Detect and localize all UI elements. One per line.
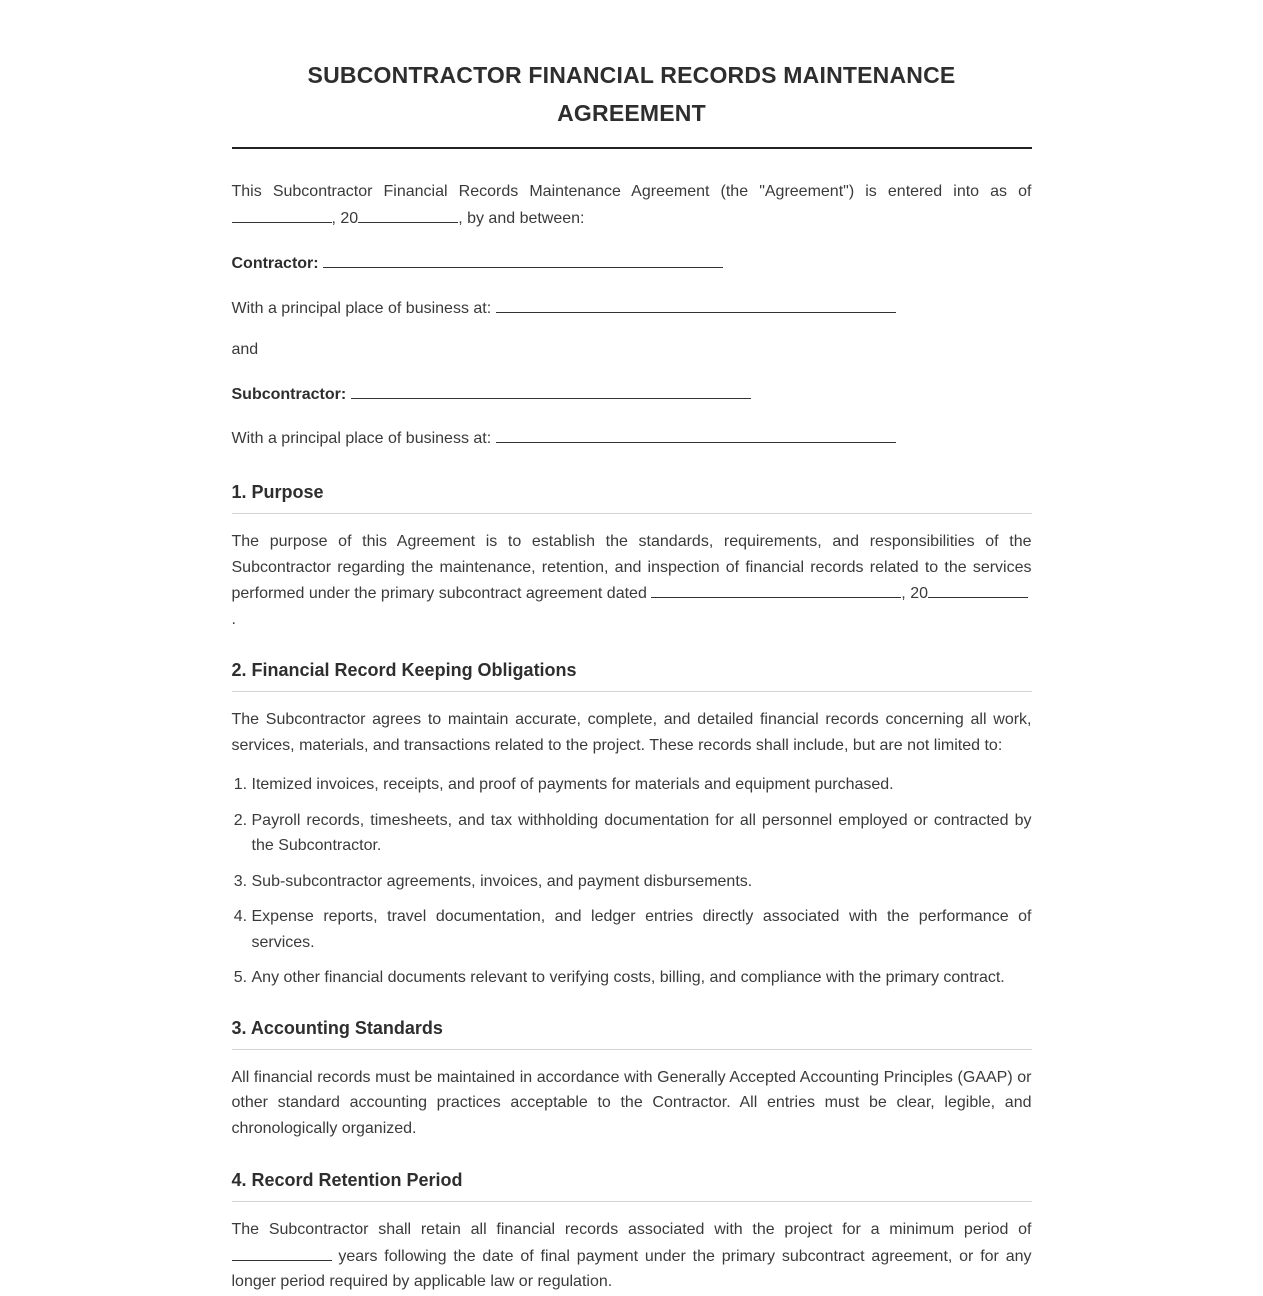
- subcontractor-address-blank[interactable]: [496, 425, 896, 443]
- list-item: 5. Any other financial documents relevant to verifying costs, billing, and compliance with the primary contract.: [252, 965, 1032, 991]
- intro-year-prefix: , 20: [331, 209, 359, 227]
- obligations-paragraph: The Subcontractor agrees to maintain accurate, complete, and detailed financial records concerning all work, services, materials, and transactions related to the project. These records shall include, but are not limited to:: [231, 711, 1032, 754]
- subcontractor-address-label: With a principal place of business at:: [231, 430, 492, 447]
- agreement-date-blank[interactable]: [232, 205, 332, 223]
- title-line-2: AGREEMENT: [557, 100, 706, 126]
- contractor-name-blank[interactable]: [323, 250, 723, 268]
- agreement-year-blank[interactable]: [358, 205, 458, 223]
- agreement-document: [232, 0, 1032, 1295]
- section-heading-standards: 3. Accounting Standards: [232, 1017, 1032, 1050]
- document-title: [232, 56, 1032, 149]
- section-heading-obligations: 2. Financial Record Keeping Obligations: [232, 659, 1032, 692]
- list-item: 4. Expense reports, travel documentation, and ledger entries directly associated with the performance of services.: [252, 904, 1032, 955]
- standards-paragraph: All financial records must be maintained in accordance with Generally Accepted Accounting Principles (GAAP) or other standard accounting practices acceptable to the Contractor. All entries must be clear, legible, and chronologically organized.: [231, 1068, 1032, 1137]
- purpose-text: The purpose of this Agreement is to establish the standards, requirements, and responsibilities of the Subcontractor regarding the maintenance, retention, and inspection of financial records related to the services performed under the primary subcontract agreement dated: [231, 533, 1032, 602]
- retention-paragraph: [232, 1217, 1032, 1295]
- contractor-label: Contractor:: [231, 255, 319, 272]
- list-item: 3. Sub-subcontractor agreements, invoices, and payment disbursements.: [252, 869, 1032, 895]
- and-text: and: [231, 341, 259, 358]
- subcontractor-name-blank[interactable]: [351, 381, 751, 399]
- intro-text-end: , by and between:: [458, 209, 585, 227]
- retention-years-blank[interactable]: [232, 1243, 332, 1261]
- purpose-end: .: [231, 610, 236, 628]
- intro-paragraph: [232, 179, 1032, 231]
- section-heading-retention: 4. Record Retention Period: [232, 1169, 1032, 1202]
- list-item: 2. Payroll records, timesheets, and tax withholding documentation for all personnel employed or contracted by the Subcontractor.: [252, 808, 1032, 859]
- obligations-list: [232, 772, 1032, 991]
- subcontractor-address-line: [232, 425, 1032, 450]
- subcontract-date-blank[interactable]: [651, 580, 901, 598]
- retention-text: The Subcontractor shall retain all financial records associated with the project for a minimum period of: [231, 1221, 1032, 1238]
- title-line-1: SUBCONTRACTOR FINANCIAL RECORDS MAINTENANCE: [307, 62, 956, 88]
- subcontract-year-blank[interactable]: [928, 580, 1028, 598]
- contractor-line: [232, 250, 1032, 275]
- purpose-paragraph: [232, 529, 1032, 632]
- contractor-address-label: With a principal place of business at:: [231, 300, 492, 317]
- contractor-address-blank[interactable]: [496, 295, 896, 313]
- list-item: 1. Itemized invoices, receipts, and proof of payments for materials and equipment purchased.: [252, 772, 1032, 798]
- subcontractor-line: [232, 381, 1032, 406]
- subcontractor-label: Subcontractor:: [231, 386, 347, 403]
- purpose-year-prefix: , 20: [901, 585, 928, 602]
- contractor-address-line: [232, 295, 1032, 320]
- retention-text-end: years following the date of final payment under the primary subcontract agreement, or for any longer period required by applicable law or regulation.: [231, 1247, 1032, 1290]
- intro-text: This Subcontractor Financial Records Maintenance Agreement (the "Agreement") is entered into as of: [231, 183, 1032, 200]
- section-heading-purpose: 1. Purpose: [232, 481, 1032, 514]
